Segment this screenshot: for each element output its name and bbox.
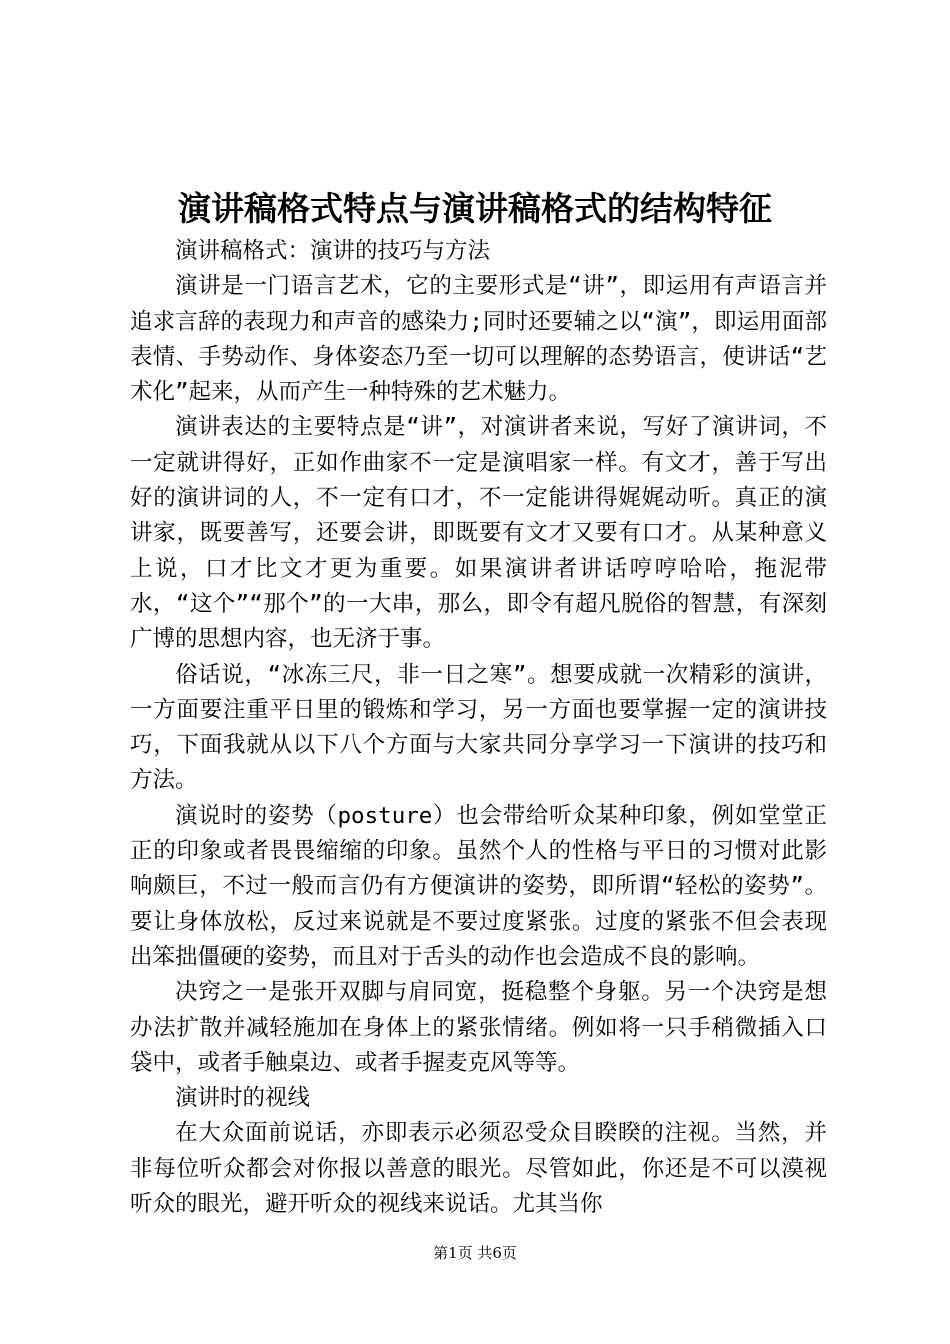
body-paragraph: 演说时的姿势（posture）也会带给听众某种印象，例如堂堂正正的印象或者畏畏缩缩的印象。虽然个人的性格与平日的习惯对此影响颇巨，不过一般而言仍有方便演讲的姿势，即所谓“轻松的姿势”。要让身体放松，反过来说就是不要过度紧张。过度的紧张不但会表现出笨拙僵硬的姿势，而且对于舌头的动作也会造成不良的影响。 bbox=[130, 802, 827, 970]
section-heading: 演讲稿格式：演讲的技巧与方法 bbox=[175, 238, 491, 264]
section-heading: 演讲时的视线 bbox=[175, 1085, 311, 1112]
page-number-footer: 第1页 共6页 bbox=[433, 1244, 517, 1262]
document-title: 演讲稿格式特点与演讲稿格式的结构特征 bbox=[178, 189, 772, 228]
body-paragraph: 在大众面前说话，亦即表示必须忍受众目睽睽的注视。当然，并非每位听众都会对你报以善意的眼光。尽管如此，你还是不可以漠视听众的眼光，避开听众的视线来说话。尤其当你 bbox=[130, 1120, 827, 1218]
document-body bbox=[130, 234, 827, 1222]
body-paragraph: 俗话说，“冰冻三尺，非一日之寒”。想要成就一次精彩的演讲，一方面要注重平日里的锻炼和学习，另一方面也要掌握一定的演讲技巧，下面我就从以下八个方面与大家共同分享学习一下演讲的技巧和方法。 bbox=[130, 661, 827, 794]
body-paragraph: 演讲表达的主要特点是“讲”，对演讲者来说，写好了演讲词，不一定就讲得好，正如作曲家不一定是演唱家一样。有文才，善于写出好的演讲词的人，不一定有口才，不一定能讲得娓娓动听。真正的演讲家，既要善写，还要会讲，即既要有文才又要有口才。从某种意义上说，口才比文才更为重要。如果演讲者讲话哼哼哈哈，拖泥带水，“这个”“那个”的一大串，那么，即令有超凡脱俗的智慧，有深刻广博的思想内容，也无济于事。 bbox=[130, 414, 827, 653]
body-paragraph: 决窍之一是张开双脚与肩同宽，挺稳整个身躯。另一个决窍是想办法扩散并减轻施加在身体上的紧张情绪。例如将一只手稍微插入口袋中，或者手触桌边、或者手握麦克风等等。 bbox=[130, 979, 827, 1076]
body-paragraph: 演讲是一门语言艺术，它的主要形式是“讲”，即运用有声语言并追求言辞的表现力和声音的感染力;同时还要辅之以“演”，即运用面部表情、手势动作、身体姿态乃至一切可以理解的态势语言，使讲话“艺术化”起来，从而产生一种特殊的艺术魅力。 bbox=[130, 273, 827, 406]
